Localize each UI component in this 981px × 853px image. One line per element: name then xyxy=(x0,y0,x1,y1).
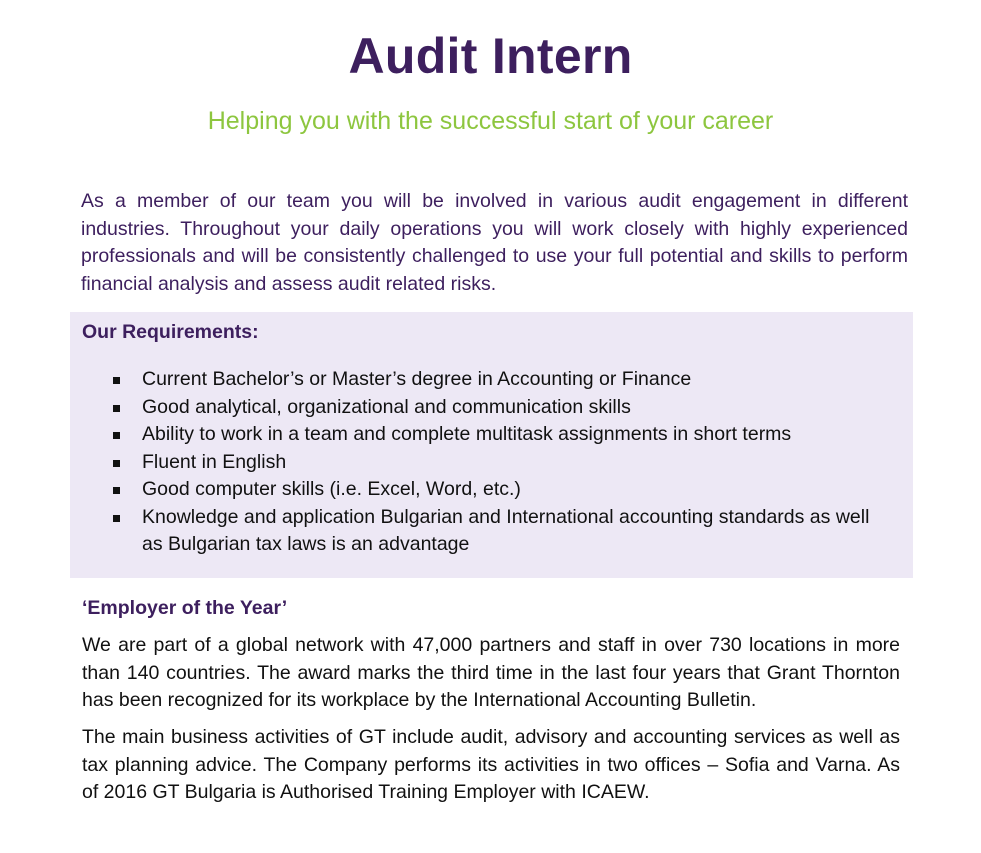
requirements-heading: Our Requirements: xyxy=(82,321,259,343)
square-bullet-icon xyxy=(113,405,120,412)
list-item-text: Good analytical, organizational and communication skills xyxy=(142,395,631,418)
list-item-text: Ability to work in a team and complete multitask assignments in short terms xyxy=(142,423,792,445)
list-item xyxy=(112,476,892,504)
page-title: Audit Intern xyxy=(348,28,633,84)
list-item-text: Good computer skills (i.e. Excel, Word, etc.) xyxy=(142,478,521,500)
list-item xyxy=(112,421,892,449)
list-item-text: Knowledge and application Bulgarian and International accounting standards as well as Bulgarian tax laws is an advantage xyxy=(142,505,870,555)
list-item xyxy=(112,449,892,477)
employer-heading: ‘Employer of the Year’ xyxy=(82,597,288,619)
employer-paragraph-activities: The main business activities of GT include audit, advisory and accounting services as well as tax planning advice. The Company performs its activities in two offices – Sofia and Varna. As of 2016 GT Bulgaria is Authorised Training Employer with ICAEW. xyxy=(82,726,900,804)
square-bullet-icon xyxy=(113,487,120,494)
page-subtitle: Helping you with the successful start of your career xyxy=(207,107,774,135)
square-bullet-icon xyxy=(113,432,120,439)
list-item-text: Current Bachelor’s or Master’s degree in Accounting or Finance xyxy=(142,368,692,390)
list-item xyxy=(112,504,892,559)
requirements-list xyxy=(112,366,892,559)
list-item-text: Fluent in English xyxy=(142,450,287,473)
list-item xyxy=(112,366,892,394)
requirements-section xyxy=(70,312,913,578)
square-bullet-icon xyxy=(113,460,120,467)
square-bullet-icon xyxy=(113,515,120,522)
list-item xyxy=(112,394,892,422)
intro-paragraph: As a member of our team you will be involved in various audit engagement in different industries. Throughout your daily operations you will work closely with highly experienced professionals and will be consistently challenged to use your full potential and skills to perform financial analysis and assess audit related risks. xyxy=(81,190,908,296)
employer-paragraph-network: We are part of a global network with 47,000 partners and staff in over 730 locations in more than 140 countries. The award marks the third time in the last four years that Grant Thornton has been recognized for its workplace by the International Accounting Bulletin. xyxy=(82,634,900,712)
square-bullet-icon xyxy=(113,377,120,384)
